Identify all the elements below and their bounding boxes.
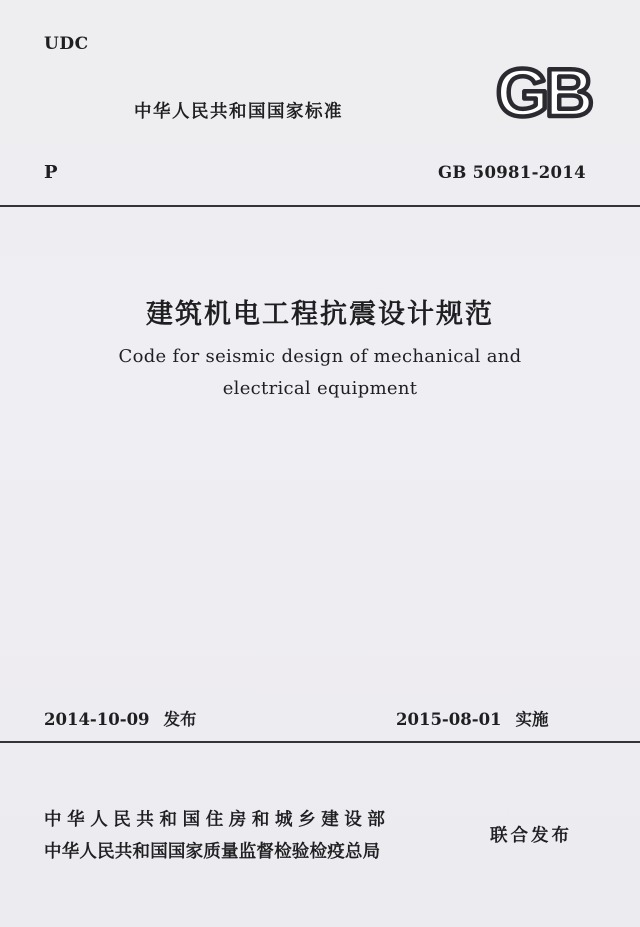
publisher-line2: 中华人民共和国国家质量监督检验检疫总局 [44,842,381,862]
bottom-divider [0,741,640,743]
implement-label: 实施 [515,710,549,729]
implement-date: 2015-08-01 [396,710,502,729]
issue-date: 2014-10-09 [44,710,150,729]
issue-date-block [44,706,197,730]
standard-number: GB 50981-2014 [438,163,586,182]
title-english-line1: Code for seismic design of mechanical and [118,346,522,367]
title-english-line2: electrical equipment [222,378,418,399]
gb-logo [484,62,602,126]
udc-label: UDC [44,34,89,54]
title-chinese: 建筑机电工程抗震设计规范 [146,299,494,330]
category-label: P [44,162,58,183]
national-standard-heading: 中华人民共和国国家标准 [134,102,343,122]
issue-label: 发布 [163,710,197,729]
joint-publish-label: 联合发布 [490,826,572,846]
top-divider [0,205,640,207]
gb-logo-text: GB [496,62,590,126]
publisher-line1: 中华人民共和国住房和城乡建设部 [44,810,391,830]
implement-date-block [396,706,549,730]
